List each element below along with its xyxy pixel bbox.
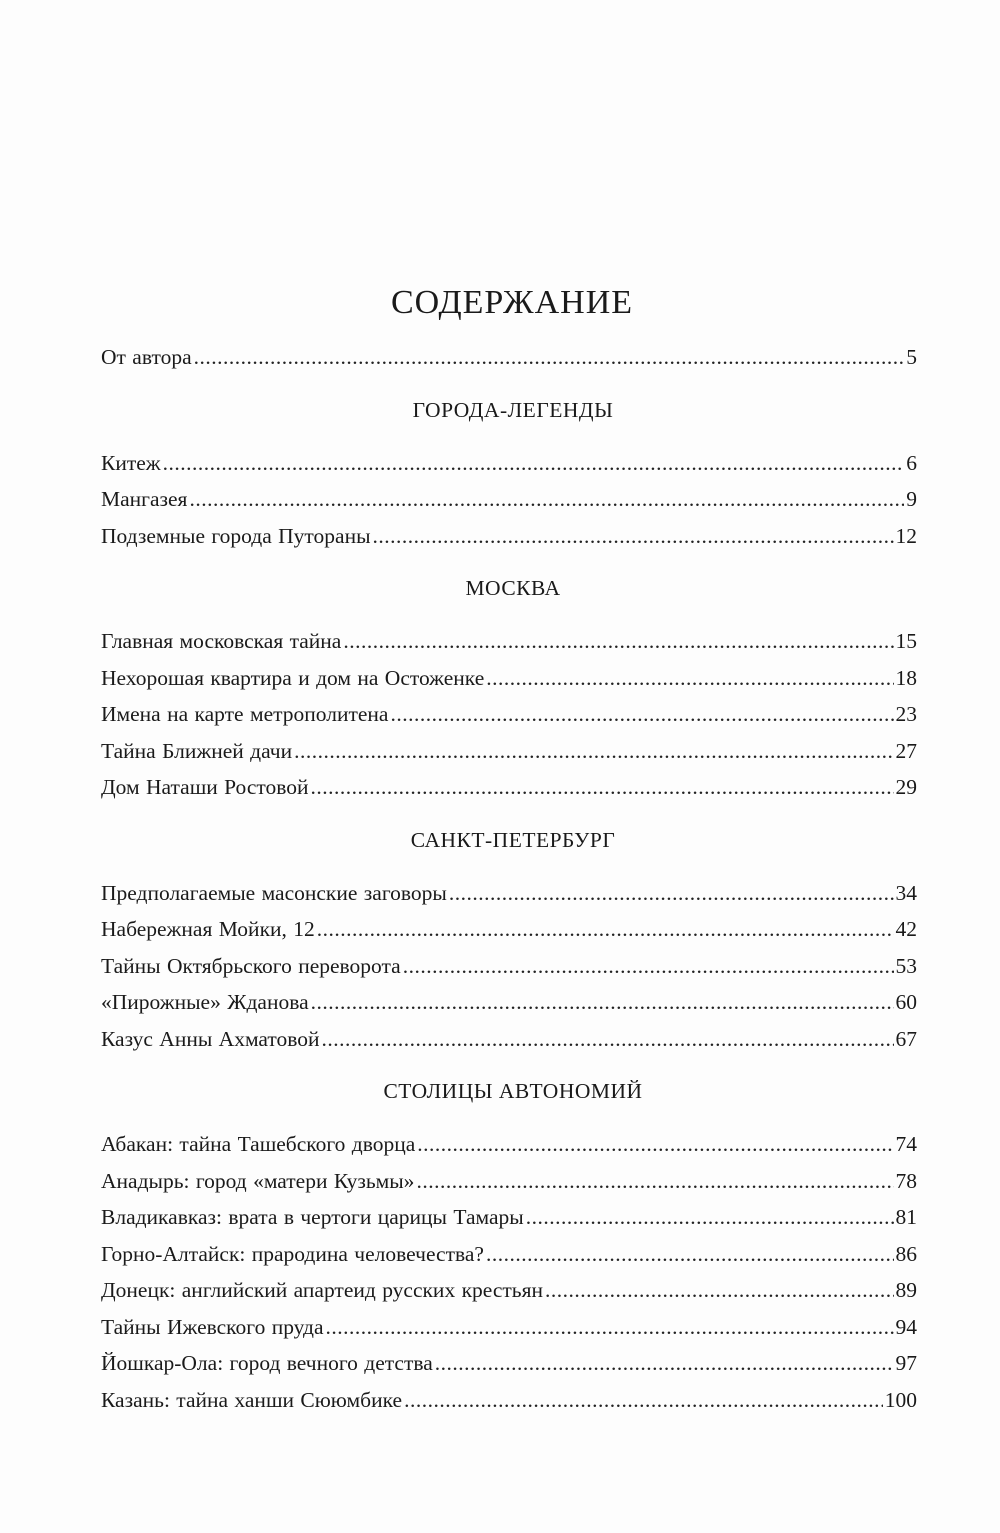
toc-entry: [101, 948, 917, 985]
entry-label: «Пирожные» Жданова: [101, 990, 309, 1014]
toc-entry: [101, 1309, 917, 1346]
entry-label: Тайна Ближней дачи: [101, 738, 293, 763]
entry-page-number: 18: [895, 665, 917, 690]
entry-page-number: 97: [895, 1351, 917, 1375]
entry-page-number: 27: [895, 738, 917, 763]
dot-leader: [449, 875, 894, 912]
dot-leader: [326, 1309, 894, 1346]
entry-page-number: 29: [895, 775, 917, 799]
entry-label: Нехорошая квартира и дом на Остоженке: [101, 665, 485, 690]
entry-label: Главная московская тайна: [101, 629, 342, 653]
dot-leader: [416, 1163, 893, 1200]
dot-leader: [317, 911, 894, 948]
dot-leader: [403, 948, 894, 985]
entry-page-number: 78: [895, 1168, 917, 1193]
toc-entry: [101, 696, 917, 733]
toc-section: [101, 806, 917, 1058]
dot-leader: [417, 1126, 893, 1163]
dot-leader: [545, 1272, 894, 1309]
toc-entry: [101, 875, 917, 912]
entry-label: Казань: тайна ханши Сююмбике: [101, 1387, 403, 1412]
toc-entry: [101, 339, 917, 376]
toc-entry: [101, 1272, 917, 1309]
dot-leader: [435, 1345, 894, 1382]
entry-label: Горно-Алтайск: прародина человечества?: [101, 1241, 484, 1266]
toc-entry: [101, 1382, 917, 1419]
toc-entry: [101, 911, 917, 948]
entry-page-number: 81: [895, 1205, 917, 1229]
entry-label: Предполагаемые масонские заговоры: [101, 880, 447, 905]
entry-page-number: 67: [895, 1026, 917, 1051]
entry-page-number: 5: [906, 345, 917, 369]
entry-label: Абакан: тайна Ташебского дворца: [101, 1132, 416, 1156]
dot-leader: [311, 984, 894, 1021]
toc-entry: [101, 984, 917, 1021]
table-of-contents: [101, 283, 917, 1418]
toc-section: [101, 554, 917, 806]
dot-leader: [526, 1199, 894, 1236]
dot-leader: [322, 1021, 894, 1058]
entry-label: От автора: [101, 345, 192, 369]
entry-page-number: 100: [884, 1387, 917, 1412]
dot-leader: [311, 769, 894, 806]
entry-page-number: 86: [895, 1241, 917, 1266]
section-heading: САНКТ-ПЕТЕРБУРГ: [410, 827, 616, 852]
entry-page-number: 12: [895, 523, 917, 548]
dot-leader: [189, 481, 904, 518]
page-title: СОДЕРЖАНИЕ: [390, 284, 634, 321]
toc-section: [101, 1057, 917, 1418]
section-heading: СТОЛИЦЫ АВТОНОМИЙ: [383, 1079, 643, 1103]
toc-entry: [101, 1163, 917, 1200]
toc-entry: [101, 1126, 917, 1163]
toc-entry: [101, 1345, 917, 1382]
toc-entry: [101, 1199, 917, 1236]
dot-leader: [373, 518, 894, 555]
toc-entry: [101, 1021, 917, 1058]
toc-entry: [101, 481, 917, 518]
entry-page-number: 34: [895, 880, 917, 905]
toc-entry: [101, 1236, 917, 1273]
entry-label: Тайны Ижевского пруда: [101, 1314, 324, 1339]
entry-label: Йошкар-Ола: город вечного детства: [101, 1351, 433, 1375]
entry-page-number: 53: [895, 953, 917, 978]
dot-leader: [163, 445, 905, 482]
entry-page-number: 9: [906, 487, 917, 511]
entry-label: Китеж: [101, 450, 161, 475]
toc-entry: [101, 660, 917, 697]
entry-page-number: 94: [895, 1314, 917, 1339]
dot-leader: [294, 733, 893, 770]
toc-section: [101, 376, 917, 555]
entry-page-number: 89: [895, 1278, 917, 1302]
toc-entry: [101, 733, 917, 770]
dot-leader: [194, 339, 905, 376]
entry-page-number: 6: [906, 450, 917, 475]
dot-leader: [486, 660, 893, 697]
entry-label: Мангазея: [101, 487, 188, 511]
entry-page-number: 60: [895, 990, 917, 1014]
section-heading: ГОРОДА-ЛЕГЕНДЫ: [412, 397, 614, 422]
toc-entry: [101, 769, 917, 806]
entry-label: Дом Наташи Ростовой: [101, 775, 309, 799]
dot-leader: [404, 1382, 883, 1419]
entry-page-number: 42: [895, 917, 917, 941]
dot-leader: [486, 1236, 894, 1273]
dot-leader: [390, 696, 893, 733]
entry-label: Набережная Мойки, 12: [101, 917, 315, 941]
toc-entry: [101, 445, 917, 482]
entry-label: Казус Анны Ахматовой: [101, 1026, 320, 1051]
entry-label: Подземные города Путораны: [101, 523, 371, 548]
toc-entry: [101, 623, 917, 660]
entry-page-number: 23: [895, 702, 917, 726]
section-heading: МОСКВА: [465, 576, 561, 600]
entry-label: Имена на карте метрополитена: [101, 702, 389, 726]
entry-label: Тайны Октябрьского переворота: [101, 953, 401, 978]
entry-page-number: 74: [895, 1132, 917, 1156]
toc-entry: [101, 518, 917, 555]
dot-leader: [343, 623, 893, 660]
entry-label: Владикавказ: врата в чертоги царицы Тамары: [101, 1205, 524, 1229]
entry-page-number: 15: [895, 629, 917, 653]
entry-label: Анадырь: город «матери Кузьмы»: [101, 1168, 415, 1193]
entry-label: Донецк: английский апартеид русских крестьян: [101, 1278, 543, 1302]
